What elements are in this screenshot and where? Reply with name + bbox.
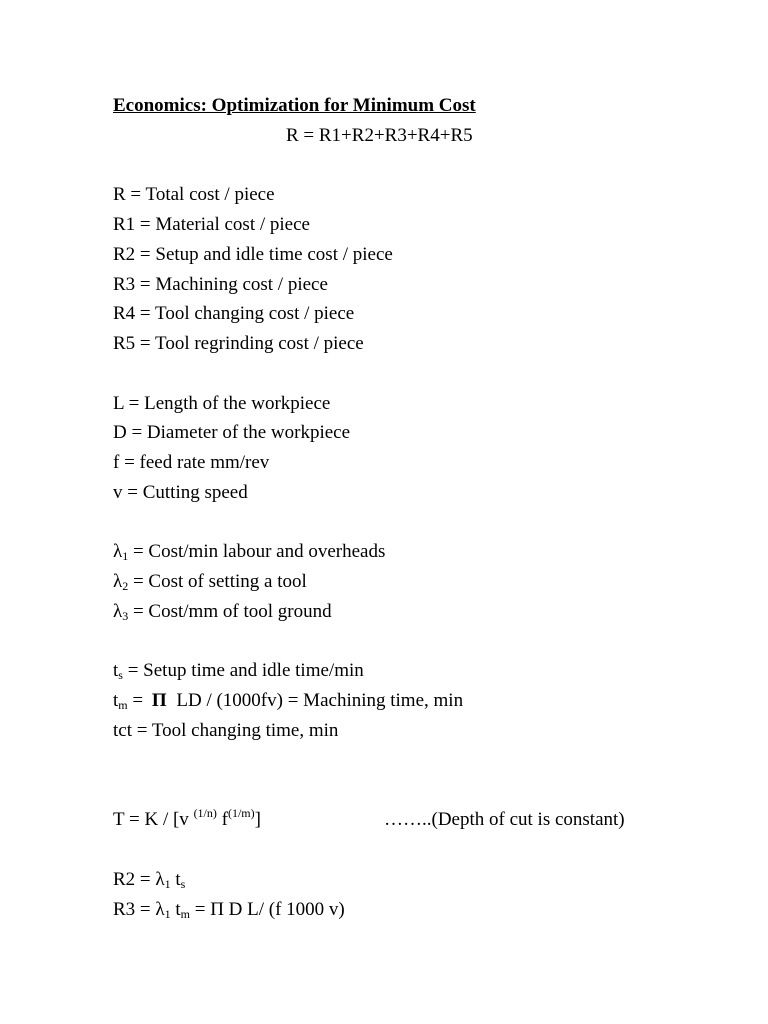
cost-def-r5: R5 = Tool regrinding cost / piece: [113, 333, 364, 354]
cost-def-r2: R2 = Setup and idle time cost / piece: [113, 244, 393, 265]
r2-lambda-subscript: 1: [164, 877, 171, 891]
r3-t-subscript: m: [180, 907, 190, 921]
def-diameter: D = Diameter of the workpiece: [113, 422, 351, 443]
cost-def-r4: R4 = Tool changing cost / piece: [113, 303, 355, 324]
lambda-symbol: λ: [113, 541, 123, 562]
cost-def-r1: R1 = Material cost / piece: [113, 214, 310, 235]
lambda-text: = Cost/mm of tool ground: [128, 601, 332, 622]
tm-equals: =: [127, 690, 148, 711]
cost-def-r3: R3 = Machining cost / piece: [113, 274, 328, 295]
lambda-subscript: 3: [122, 609, 129, 623]
lambda-1-def: [113, 541, 385, 563]
r3-lambda-subscript: 1: [164, 907, 171, 921]
lambda-subscript: 1: [122, 549, 129, 563]
machining-time-def: [113, 690, 463, 712]
pi-symbol: Π: [151, 690, 168, 711]
main-equation: R = R1+R2+R3+R4+R5: [286, 125, 473, 146]
r3-t: t: [170, 899, 181, 920]
def-length: L = Length of the workpiece: [113, 393, 331, 414]
tool-life-lhs: T = K / [v: [113, 809, 194, 830]
tm-text: LD / (1000fv) = Machining time, min: [171, 690, 464, 711]
ts-base: t: [113, 660, 119, 681]
lambda-symbol: λ: [113, 571, 123, 592]
depth-of-cut-note: ……..(Depth of cut is constant): [384, 809, 625, 830]
lambda-text: = Cost/min labour and overheads: [128, 541, 386, 562]
page-title: Economics: Optimization for Minimum Cost: [113, 95, 476, 116]
setup-time-def: [113, 660, 364, 682]
ts-text: = Setup time and idle time/min: [122, 660, 364, 681]
lambda-symbol: λ: [113, 601, 123, 622]
lambda-2-def: [113, 571, 307, 593]
tool-life-mid: f: [216, 809, 228, 830]
tool-life-equation: [113, 806, 261, 831]
def-feed-rate: f = feed rate mm/rev: [113, 452, 270, 473]
cost-def-r: R = Total cost / piece: [113, 184, 275, 205]
r2-equation: [113, 869, 185, 891]
r2-lhs: R2 = λ: [113, 869, 165, 890]
r3-equation: [113, 899, 345, 921]
lambda-3-def: [113, 601, 332, 623]
r2-t-subscript: s: [180, 877, 186, 891]
def-cutting-speed: v = Cutting speed: [113, 482, 248, 503]
exponent-n: (1/n): [193, 806, 217, 820]
exponent-m: (1/m): [227, 806, 255, 820]
tool-life-rhs: ]: [254, 809, 261, 830]
r2-t: t: [170, 869, 181, 890]
tm-subscript: m: [118, 698, 128, 712]
r3-rhs: = Π D L/ (f 1000 v): [189, 899, 345, 920]
lambda-text: = Cost of setting a tool: [128, 571, 307, 592]
lambda-subscript: 2: [122, 579, 129, 593]
ts-subscript: s: [118, 668, 123, 682]
r3-lhs: R3 = λ: [113, 899, 165, 920]
tool-changing-time-def: tct = Tool changing time, min: [113, 720, 339, 741]
tm-base: t: [113, 690, 119, 711]
